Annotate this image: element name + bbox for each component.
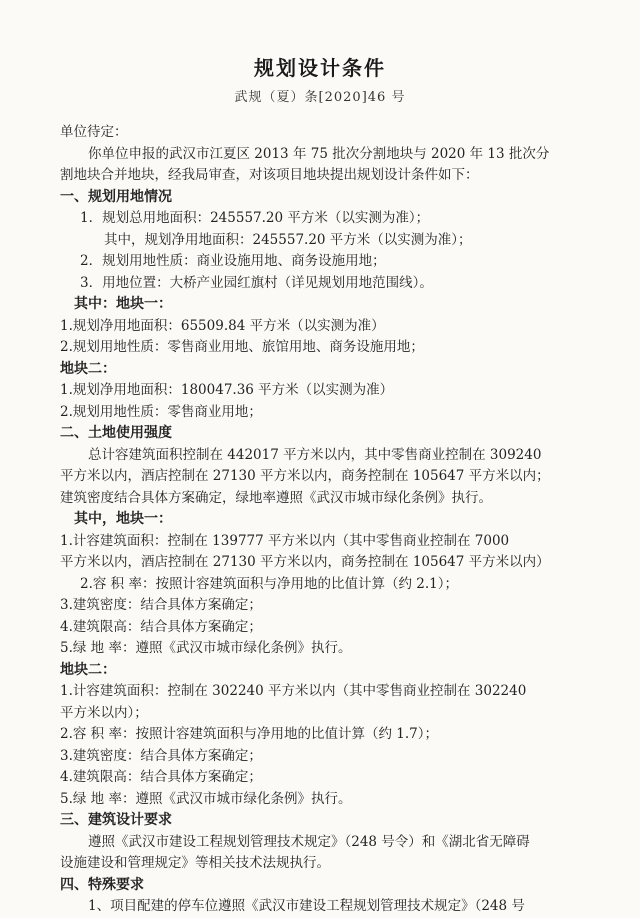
subsection-heading: 地块二： xyxy=(60,360,116,377)
list-item: 3．用地位置：大桥产业园红旗村（详见规划用地范围线）。 xyxy=(80,274,433,291)
subsection-heading: 地块二： xyxy=(60,661,116,678)
list-item: 其中，规划净用地面积：245557.20 平方米（以实测为准）； xyxy=(104,231,472,248)
document-title: 规划设计条件 xyxy=(254,56,386,80)
list-item: 1.规划净用地面积：65509.84 平方米（以实测为准） xyxy=(60,317,385,334)
list-item: 平方米以内，酒店控制在 27130 平方米以内，商务控制在 105647 平方米以内） xyxy=(60,554,550,570)
list-item: 2.规划用地性质：零售商业用地； xyxy=(60,403,262,420)
list-item: 1.规划净用地面积：180047.36 平方米（以实测为准） xyxy=(60,382,394,398)
paragraph-line: 设施建设和管理规定》等相关技术法规执行。 xyxy=(60,855,330,871)
list-item: 1．规划总用地面积：245557.20 平方米（以实测为准）； xyxy=(80,210,430,226)
paragraph-line: 割地块合并地块，经我局审查，对该项目地块提出规划设计条件如下： xyxy=(60,167,479,183)
list-item: 2.容 积 率：按照计容建筑面积与净用地的比值计算（约 2.1）； xyxy=(80,575,458,592)
list-item: 3.建筑密度：结合具体方案确定； xyxy=(60,597,262,613)
subsection-heading: 其中：地块一： xyxy=(74,296,172,312)
section-heading: 四、特殊要求 xyxy=(60,876,144,893)
list-item: 2.规划用地性质：零售商业用地、旅馆用地、商务设施用地； xyxy=(60,339,424,355)
list-item: 4.建筑限高：结合具体方案确定； xyxy=(60,618,262,635)
list-item: 3.建筑密度：结合具体方案确定； xyxy=(60,747,262,764)
section-heading: 二、土地使用强度 xyxy=(60,425,172,441)
addressee: 单位待定： xyxy=(60,124,128,140)
paragraph-line: 建筑密度结合具体方案确定，绿地率遵照《武汉市城市绿化条例》执行。 xyxy=(60,489,492,506)
list-item: 5.绿 地 率：遵照《武汉市城市绿化条例》执行。 xyxy=(60,790,352,807)
paragraph-line: 遵照《武汉市建设工程规划管理技术规定》（248 号令）和《湖北省无障碍 xyxy=(88,833,530,850)
list-item: 1.计容建筑面积：控制在 139777 平方米以内（其中零售商业控制在 7000 xyxy=(60,532,510,549)
paragraph-line: 1、项目配建的停车位遵照《武汉市建设工程规划管理技术规定》（248 号 xyxy=(88,898,525,914)
paragraph-line: 你单位申报的武汉市江夏区 2013 年 75 批次分割地块与 2020 年 13 批次分 xyxy=(88,145,550,162)
list-item: 2.容 积 率：按照计容建筑面积与净用地的比值计算（约 1.7）； xyxy=(60,726,438,742)
list-item: 2．规划用地性质：商业设施用地、商务设施用地； xyxy=(80,253,386,269)
section-heading: 一、规划用地情况 xyxy=(60,188,172,205)
paragraph-line: 平方米以内，酒店控制在 27130 平方米以内，商务控制在 105647 平方米以内； xyxy=(60,468,550,484)
document-number: 武规（夏）条[2020]46 号 xyxy=(234,90,406,105)
list-item: 5.绿 地 率：遵照《武汉市城市绿化条例》执行。 xyxy=(60,640,352,656)
paragraph-line: 总计容建筑面积控制在 442017 平方米以内，其中零售商业控制在 309240 xyxy=(88,446,542,463)
list-item: 1.计容建筑面积：控制在 302240 平方米以内（其中零售商业控制在 302240 xyxy=(60,683,527,699)
section-heading: 三、建筑设计要求 xyxy=(60,812,172,828)
list-item: 平方米以内）； xyxy=(60,704,148,721)
subsection-heading: 其中，地块一： xyxy=(74,511,172,527)
document-body xyxy=(60,122,590,918)
list-item: 4.建筑限高：结合具体方案确定； xyxy=(60,769,262,785)
